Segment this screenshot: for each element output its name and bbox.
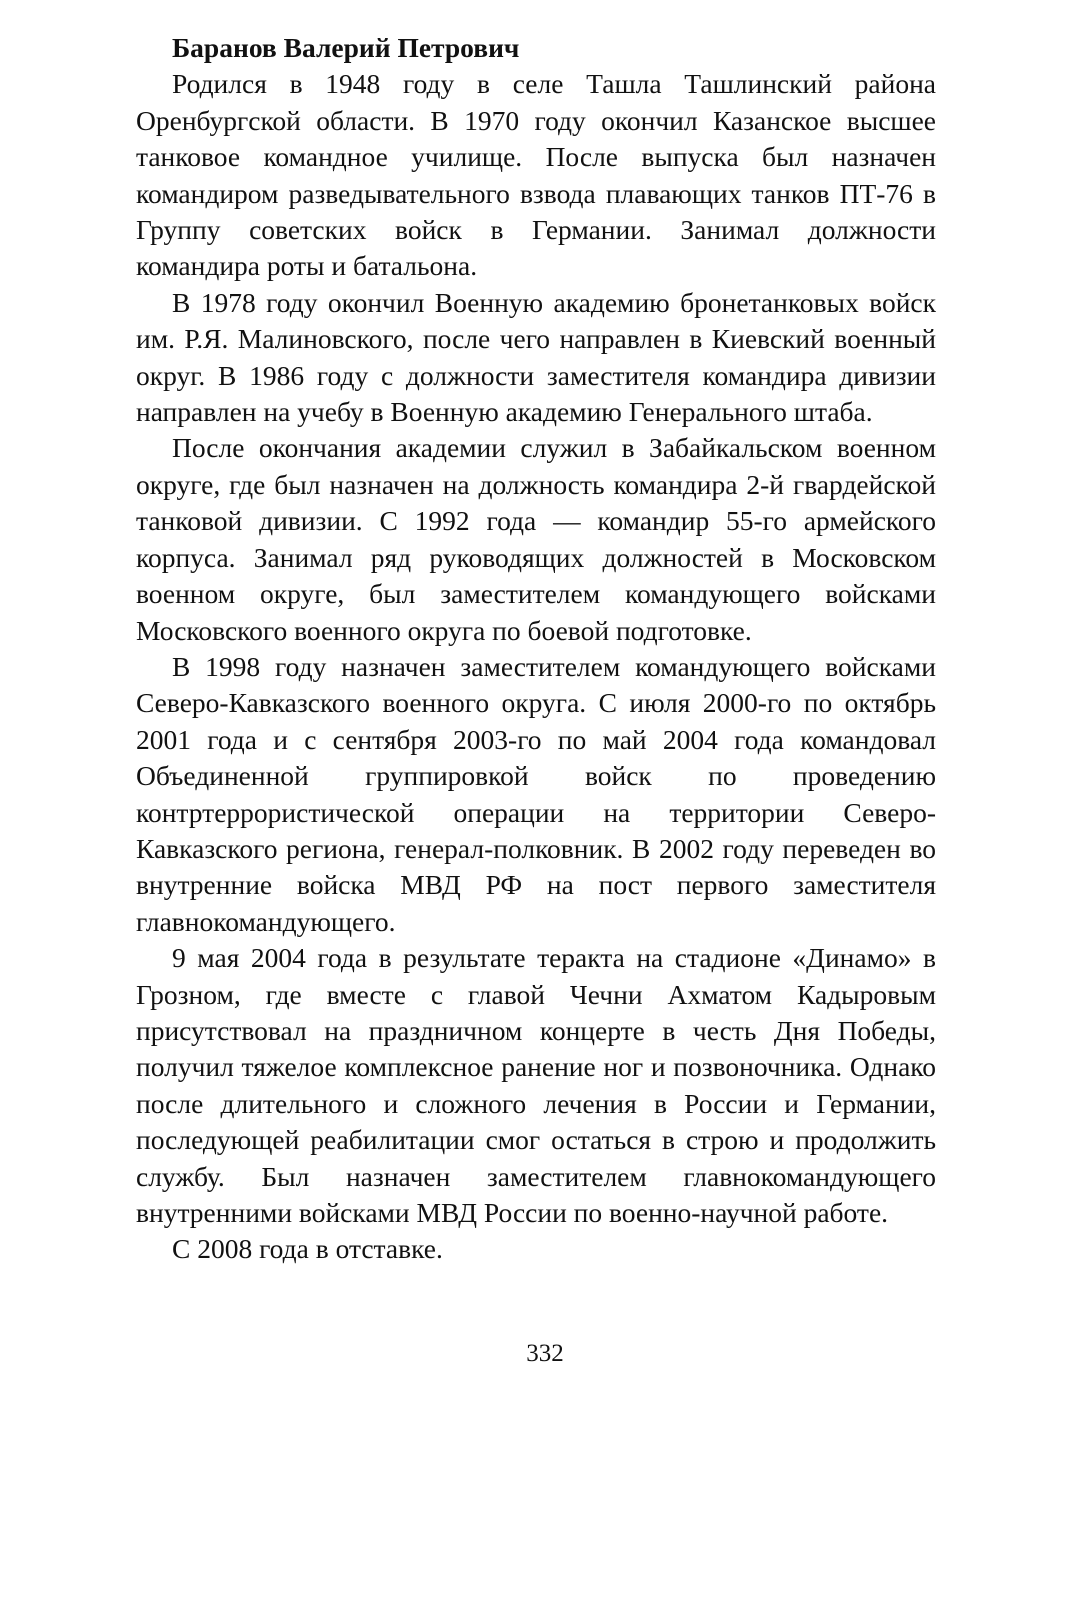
page-number: 332 [526, 1340, 564, 1367]
paragraph-injury: 9 мая 2004 года в результате теракта на стадионе «Динамо» в Грозном, где вместе с главой Чечни Ахматом Кадыровым присутствовал на праздничном концерте в честь Дня Победы, получил тяжелое комплексное ранение ног и позвоночника. Однако после длительного и сложного лечения в России и Германии, последующей реабилитации смог остаться в строю и продолжить службу. Был назначен заместителем главнокомандующего внутренними войсками МВД России по военно-научной работе. [136, 942, 936, 1228]
paragraph-academy: В 1978 году окончил Военную академию бронетанковых войск им. Р.Я. Малиновского, после чего направлен в Киевский военный округ. В 1986 году с должности заместителя командира дивизии направлен на учебу в Военную академию Генерального штаба. [136, 286, 936, 428]
paragraph-north-caucasus: В 1998 году назначен заместителем командующего войсками Северо-Кавказского военного округа. С июля 2000-го по октябрь 2001 года и с сентября 2003-го по май 2004 года командовал Объединенной группировкой войск по проведению контртеррористической операции на территории Северо-Кавказского региона, генерал-полковник. В 2002 году переведен во внутренние войска МВД РФ на пост первого заместителя главнокомандующего. [136, 650, 936, 937]
paragraph-retirement: С 2008 года в отставке. [172, 1233, 443, 1265]
document-page [136, 30, 936, 1268]
paragraph-transbaikal-service: После окончания академии служил в Забайкальском военном округе, где был назначен на должность командира 2-й гвардейской танковой дивизии. С 1992 года — командир 55-го армейского корпуса. Занимал ряд руководящих должностей в Московском военном округе, был заместителем командующего войсками Московского военного округа по боевой подготовке. [136, 432, 936, 646]
paragraph-birth-education: Родился в 1948 году в селе Ташла Ташлинский района Оренбургской области. В 1970 году окончил Казанское высшее танковое командное училище. После выпуска был назначен командиром разведывательного взвода плавающих танков ПТ-76 в Группу советских войск в Германии. Занимал должности командира роты и батальона. [136, 68, 936, 282]
person-name-heading: Баранов Валерий Петрович [172, 32, 520, 63]
